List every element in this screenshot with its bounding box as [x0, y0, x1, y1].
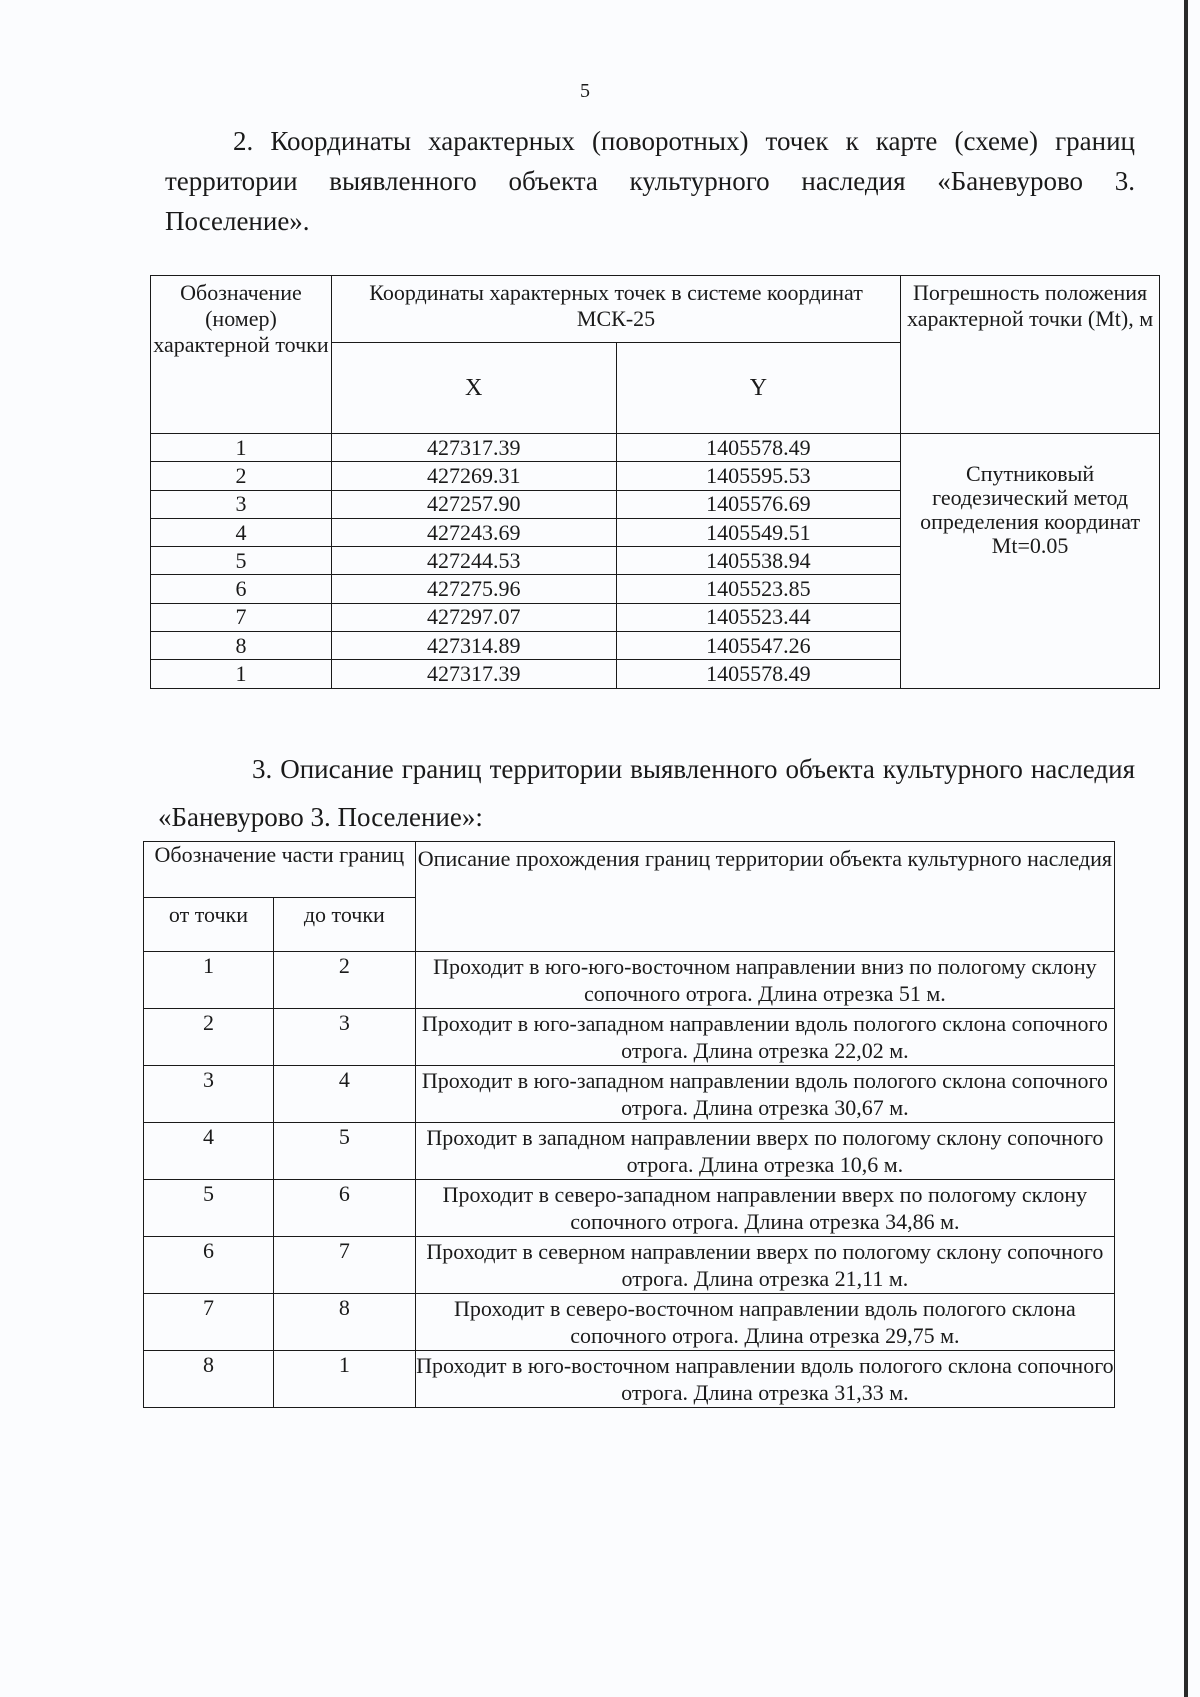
- coord-y: 1405576.69: [616, 490, 901, 518]
- header-position-error: Погрешность положения характерной точки (Mt), м: [901, 276, 1160, 434]
- from-point: 2: [144, 1009, 274, 1066]
- header-boundary-part: Обозначение части границ: [144, 842, 416, 898]
- coord-y: 1405547.26: [616, 632, 901, 660]
- point-number: 5: [151, 547, 332, 575]
- segment-description: Проходит в северном направлении вверх по пологому склону сопочного отрога. Длина отрезка 21,11 м.: [415, 1237, 1114, 1294]
- coord-x: 427275.96: [331, 575, 616, 603]
- coord-y: 1405523.85: [616, 575, 901, 603]
- header-description: Описание прохождения границ территории объекта культурного наследия: [415, 842, 1114, 952]
- point-number: 3: [151, 490, 332, 518]
- table-row: [144, 1237, 1115, 1294]
- table-row: [144, 1009, 1115, 1066]
- table-row: [151, 434, 1160, 462]
- table-row: [144, 1351, 1115, 1408]
- section-3-heading: 3. Описание границ территории выявленного объекта культурного наследия «Баневурово 3. Поселение»:: [158, 754, 1135, 832]
- coord-y: 1405595.53: [616, 462, 901, 490]
- from-point: 1: [144, 952, 274, 1009]
- header-x: X: [331, 343, 616, 434]
- header-point-number: Обозначение (номер) характерной точки: [151, 276, 332, 434]
- segment-description: Проходит в юго-восточном направлении вдоль пологого склона сопочного отрога. Длина отрезка 31,33 м.: [415, 1351, 1114, 1408]
- segment-description: Проходит в западном направлении вверх по пологому склону сопочного отрога. Длина отрезка 10,6 м.: [415, 1123, 1114, 1180]
- from-point: 6: [144, 1237, 274, 1294]
- point-number: 4: [151, 518, 332, 546]
- from-point: 7: [144, 1294, 274, 1351]
- coord-x: 427257.90: [331, 490, 616, 518]
- table-row: [144, 1123, 1115, 1180]
- scan-page-edge: [1184, 0, 1188, 1697]
- coord-x: 427269.31: [331, 462, 616, 490]
- to-point: 1: [273, 1351, 415, 1408]
- point-number: 6: [151, 575, 332, 603]
- coord-x: 427243.69: [331, 518, 616, 546]
- to-point: 5: [273, 1123, 415, 1180]
- to-point: 2: [273, 952, 415, 1009]
- segment-description: Проходит в северо-восточном направлении вдоль пологого склона сопочного отрога. Длина отрезка 29,75 м.: [415, 1294, 1114, 1351]
- coordinates-table: [150, 275, 1160, 689]
- point-number: 1: [151, 434, 332, 462]
- from-point: 4: [144, 1123, 274, 1180]
- point-number: 1: [151, 660, 332, 688]
- header-y: Y: [616, 343, 901, 434]
- coord-y: 1405578.49: [616, 434, 901, 462]
- table-row: [144, 952, 1115, 1009]
- coord-x: 427317.39: [331, 660, 616, 688]
- coord-x: 427297.07: [331, 603, 616, 631]
- boundary-description-table: [143, 841, 1115, 1408]
- header-coordinates: Координаты характерных точек в системе координат МСК-25: [331, 276, 900, 343]
- from-point: 3: [144, 1066, 274, 1123]
- segment-description: Проходит в юго-западном направлении вдоль пологого склона сопочного отрога. Длина отрезка 22,02 м.: [415, 1009, 1114, 1066]
- table-row: [144, 1180, 1115, 1237]
- segment-description: Проходит в юго-западном направлении вдоль пологого склона сопочного отрога. Длина отрезка 30,67 м.: [415, 1066, 1114, 1123]
- coord-x: 427314.89: [331, 632, 616, 660]
- to-point: 3: [273, 1009, 415, 1066]
- to-point: 4: [273, 1066, 415, 1123]
- segment-description: Проходит в юго-юго-восточном направлении вниз по пологому склону сопочного отрога. Длина отрезка 51 м.: [415, 952, 1114, 1009]
- from-point: 8: [144, 1351, 274, 1408]
- page-number: 5: [580, 80, 590, 102]
- to-point: 6: [273, 1180, 415, 1237]
- header-from-point: от точки: [144, 898, 274, 952]
- point-number: 7: [151, 603, 332, 631]
- from-point: 5: [144, 1180, 274, 1237]
- coord-x: 427244.53: [331, 547, 616, 575]
- coord-x: 427317.39: [331, 434, 616, 462]
- point-number: 2: [151, 462, 332, 490]
- header-to-point: до точки: [273, 898, 415, 952]
- coord-y: 1405549.51: [616, 518, 901, 546]
- table-row: [144, 1294, 1115, 1351]
- point-number: 8: [151, 632, 332, 660]
- coord-y: 1405538.94: [616, 547, 901, 575]
- coord-y: 1405523.44: [616, 603, 901, 631]
- to-point: 8: [273, 1294, 415, 1351]
- segment-description: Проходит в северо-западном направлении вверх по пологому склону сопочного отрога. Длина отрезка 34,86 м.: [415, 1180, 1114, 1237]
- section-2-heading: 2. Координаты характерных (поворотных) точек к карте (схеме) границ территории выявленного объекта культурного наследия «Баневурово 3. Поселение».: [165, 126, 1135, 236]
- to-point: 7: [273, 1237, 415, 1294]
- table-row: [144, 1066, 1115, 1123]
- coord-y: 1405578.49: [616, 660, 901, 688]
- measurement-method: Спутниковый геодезический метод определения координат Mt=0.05: [901, 434, 1160, 689]
